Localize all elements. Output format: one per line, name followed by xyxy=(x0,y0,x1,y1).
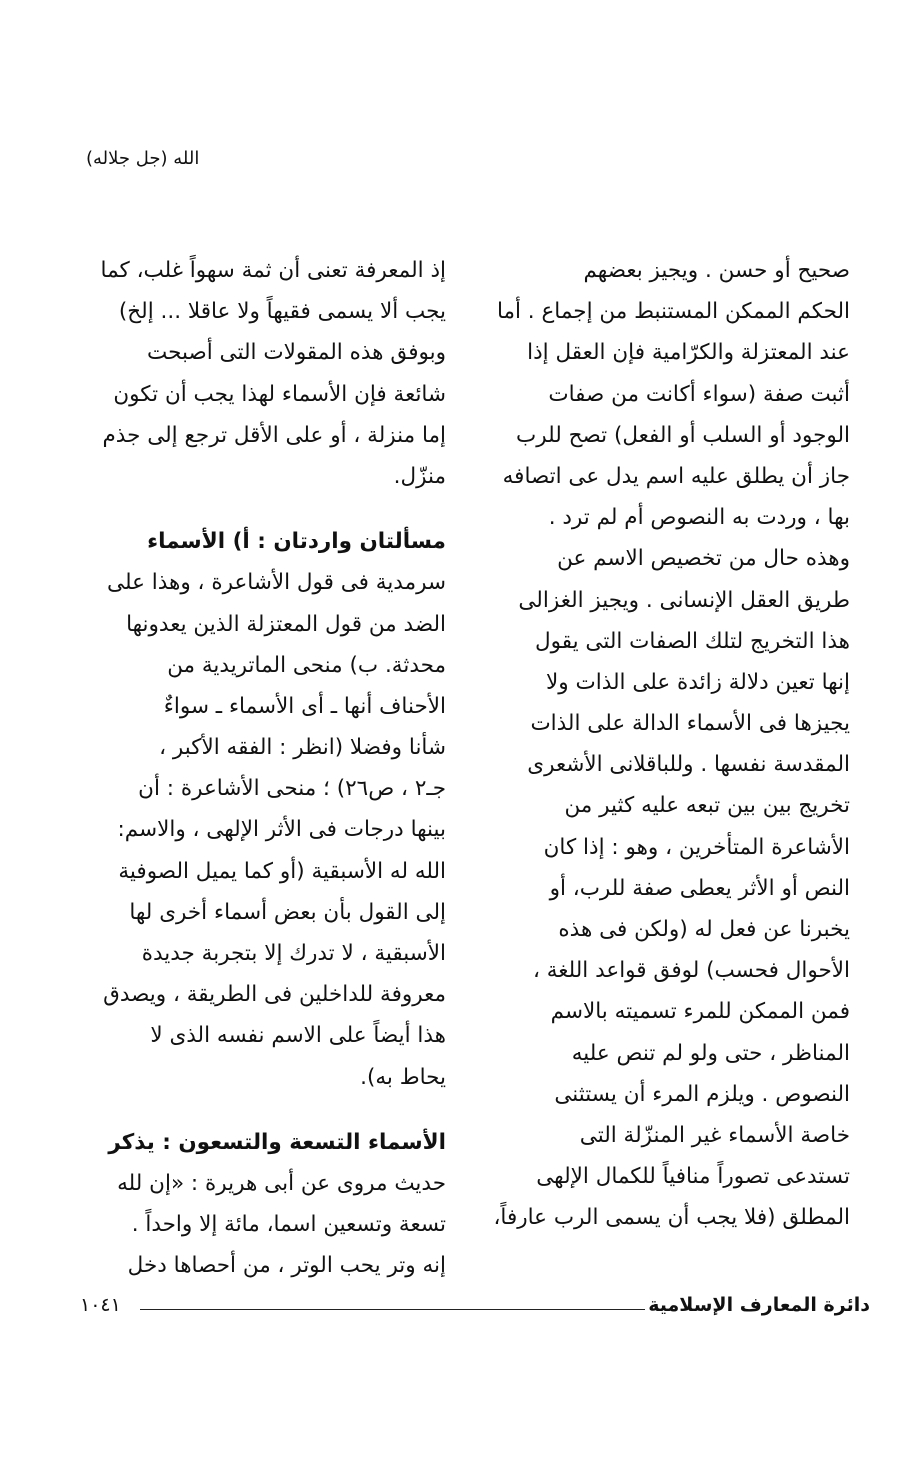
text-line: حديث مروى عن أبى هريرة : «إن لله xyxy=(117,1170,446,1196)
text-line: المطلق (فلا يجب أن يسمى الرب عارفاً، xyxy=(493,1205,850,1231)
text-line: بينها درجات فى الأثر الإلهى ، والاسم: xyxy=(117,817,446,843)
footer-rule xyxy=(140,1309,645,1310)
text-line: الأحناف أنها ـ أى الأسماء ـ سواءٌ xyxy=(163,693,446,719)
text-line: الأحوال فحسب) لوفق قواعد اللغة ، xyxy=(532,958,850,984)
paragraph-ma'rifa xyxy=(83,250,446,497)
running-header: الله (جل جلاله) xyxy=(86,148,200,169)
text-line: المناظر ، حتى ولو لم تنص عليه xyxy=(571,1040,850,1066)
left-column xyxy=(83,250,446,1287)
text-line: يجيزها فى الأسماء الدالة على الذات xyxy=(530,711,850,737)
text-line: يجب ألا يسمى فقيهاً ولا عاقلا ... إلخ) xyxy=(118,299,446,325)
paragraph-gap xyxy=(83,497,446,521)
right-column xyxy=(490,250,850,1239)
text-line: محدثة. ب) منحى الماتريدية من xyxy=(167,652,446,678)
text-line: يحاط به). xyxy=(360,1064,446,1090)
text-line: خاصة الأسماء غير المنزّلة التى xyxy=(579,1122,850,1148)
text-line: إنه وتر يحب الوتر ، من أحصاها دخل xyxy=(127,1253,446,1279)
text-line: بها ، وردت به النصوص أم لم ترد . xyxy=(548,505,850,531)
text-line: إلى القول بأن بعض أسماء أخرى لها xyxy=(129,899,446,925)
section-heading-line: الأسماء التسعة والتسعون : يذكر xyxy=(108,1129,446,1155)
paragraph-two-issues xyxy=(83,521,446,1098)
text-line: تسعة وتسعين اسما، مائة إلا واحداً . xyxy=(131,1212,446,1238)
text-line: هذا أيضاً على الاسم نفسه الذى لا xyxy=(150,1023,446,1049)
text-line: تستدعى تصوراً منافياً للكمال الإلهى xyxy=(536,1164,850,1190)
paragraph-ninety-nine-names xyxy=(83,1122,446,1287)
text-line: الأشاعرة المتأخرين ، وهو : إذا كان xyxy=(543,834,850,860)
text-line: جاز أن يطلق عليه اسم يدل عى اتصافه xyxy=(502,463,850,489)
text-line: المقدسة نفسها . وللباقلانى الأشعرى xyxy=(527,752,850,778)
text-line: وهذه حال من تخصيص الاسم عن xyxy=(557,546,850,572)
text-line: إنها تعين دلالة زائدة على الذات ولا xyxy=(546,669,850,695)
page-footer xyxy=(80,1294,870,1324)
publication-title: دائرة المعارف الإسلامية xyxy=(648,1294,870,1316)
page-number: ١٠٤١ xyxy=(80,1294,121,1316)
text-line: الله له الأسبقية (أو كما يميل الصوفية xyxy=(118,858,446,884)
text-line: جـ٢ ، ص٢٦) ؛ منحى الأشاعرة : أن xyxy=(138,776,446,802)
text-line: طريق العقل الإنسانى . ويجيز الغزالى xyxy=(518,587,850,613)
text-line: فمن الممكن للمرء تسميته بالاسم xyxy=(550,999,850,1025)
text-line: إذ المعرفة تعنى أن ثمة سهواً غلب، كما xyxy=(100,258,446,283)
text-line: هذا التخريج لتلك الصفات التى يقول xyxy=(534,628,850,654)
text-line: منزّل. xyxy=(393,463,446,489)
text-line: شائعة فإن الأسماء لهذا يجب أن تكون xyxy=(113,381,446,407)
text-line: إما منزلة ، أو على الأقل ترجع إلى جذم xyxy=(102,422,446,448)
text-line: يخبرنا عن فعل له (ولكن فى هذه xyxy=(558,917,850,942)
section-heading-line: مسألتان واردتان : أ) الأسماء xyxy=(147,529,446,555)
text-line: عند المعتزلة والكرّامية فإن العقل إذا xyxy=(527,340,850,366)
text-line: النصوص . ويلزم المرء أن يستثنى xyxy=(554,1081,850,1107)
text-line: النص أو الأثر يعطى صفة للرب، أو xyxy=(549,875,850,901)
text-line: الوجود أو السلب أو الفعل) تصح للرب xyxy=(516,422,850,448)
paragraph-gap xyxy=(83,1098,446,1122)
text-line: وبوفق هذه المقولات التى أصبحت xyxy=(147,340,446,366)
text-line: تخريج بين بين تبعه عليه كثير من xyxy=(564,793,850,819)
text-line: شأنا وفضلا (انظر : الفقه الأكبر ، xyxy=(159,735,446,761)
text-line: سرمدية فى قول الأشاعرة ، وهذا على xyxy=(107,570,446,596)
text-line: الأسبقية ، لا تدرك إلا بتجربة جديدة xyxy=(141,941,446,966)
text-line: الحكم الممكن المستنبط من إجماع . أما xyxy=(496,299,850,325)
text-line: معروفة للداخلين فى الطريقة ، ويصدق xyxy=(103,982,446,1008)
text-line: صحيح أو حسن . ويجيز بعضهم xyxy=(583,258,850,283)
text-line: أثبت صفة (سواء أكانت من صفات xyxy=(548,381,850,407)
text-line: الضد من قول المعتزلة الذين يعدونها xyxy=(126,611,446,637)
